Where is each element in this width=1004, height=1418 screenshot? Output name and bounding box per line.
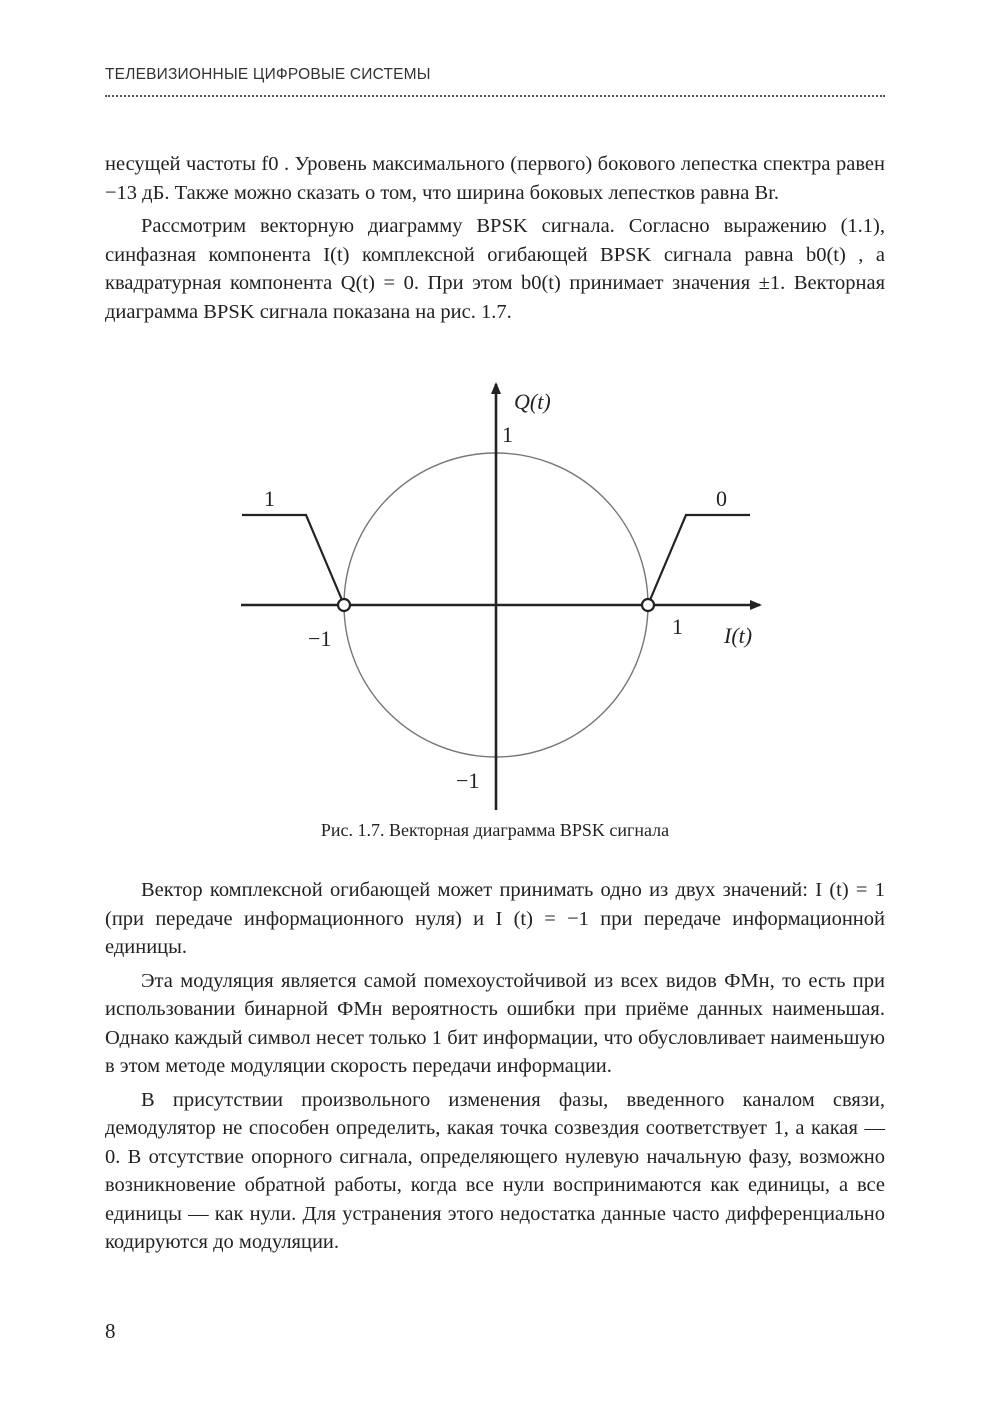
right-point-leader — [650, 515, 750, 600]
left-point-leader — [242, 515, 342, 600]
i-axis-label: I(t) — [724, 623, 753, 648]
text-block-bottom — [105, 876, 885, 1257]
running-head: ТЕЛЕВИЗИОННЫЕ ЦИФРОВЫЕ СИСТЕМЫ — [105, 66, 431, 83]
figure-bpsk-vector-diagram — [226, 378, 766, 814]
q-axis-label: Q(t) — [514, 389, 551, 414]
i-neg-tick-label: −1 — [308, 626, 332, 651]
header-dotted-rule — [105, 95, 885, 97]
left-point-bit-label: 1 — [264, 486, 275, 511]
constellation-point-1 — [338, 599, 350, 611]
q-pos-tick-label: 1 — [502, 422, 513, 447]
figure-caption: Рис. 1.7. Векторная диаграмма BPSK сигнала — [320, 820, 670, 840]
chart-svg — [226, 378, 766, 814]
paragraph-2: Рассмотрим векторную диаграмму BPSK сигнала. Согласно выражению (1.1), синфазная компонента I(t) комплексной огибающей BPSK сигнала равна b0(t) , а квадратурная компонента Q(t) = 0. При этом b0(t) принимает значения ±1. Векторная диаграмма BPSK сигнала показана на рис. 1.7. — [105, 215, 885, 323]
paragraph-5: В присутствии произвольного изменения фазы, введенного каналом связи, демодулятор не способен определить, какая точка созвездия соответствует 1, а какая — 0. В отсутствие опорного сигнала, определяющего нулевую начальную фазу, возможно возникновение обратной работы, когда все нули воспринимаются как единицы, а все единицы — как нули. Для устранения этого недостатка данные часто дифференциально кодируются до модуляции. — [105, 1088, 885, 1253]
right-point-bit-label: 0 — [716, 486, 727, 511]
page-number: 8 — [105, 1319, 116, 1343]
q-neg-tick-label: −1 — [456, 768, 480, 793]
i-pos-tick-label: 1 — [672, 614, 683, 639]
constellation-point-2 — [642, 599, 654, 611]
paragraph-3: Вектор комплексной огибающей может принимать одно из двух значений: I (t) = 1 (при передаче информационного нуля) и I (t) = −1 при передаче информационной единицы. — [105, 879, 885, 958]
text-block-top — [105, 150, 885, 326]
paragraph-4: Эта модуляция является самой помехоустойчивой из всех видов ФМн, то есть при использовании бинарной ФМн вероятность ошибки при приёме данных наименьшая. Однако каждый символ несет только 1 бит информации, что обусловливает наименьшую в этом методе модуляции скорость передачи информации. — [105, 969, 885, 1077]
paragraph-1: несущей частоты f0 . Уровень максимального (первого) бокового лепестка спектра равен −13 дБ. Также можно сказать о том, что ширина боковых лепестков равна Br. — [105, 153, 885, 204]
